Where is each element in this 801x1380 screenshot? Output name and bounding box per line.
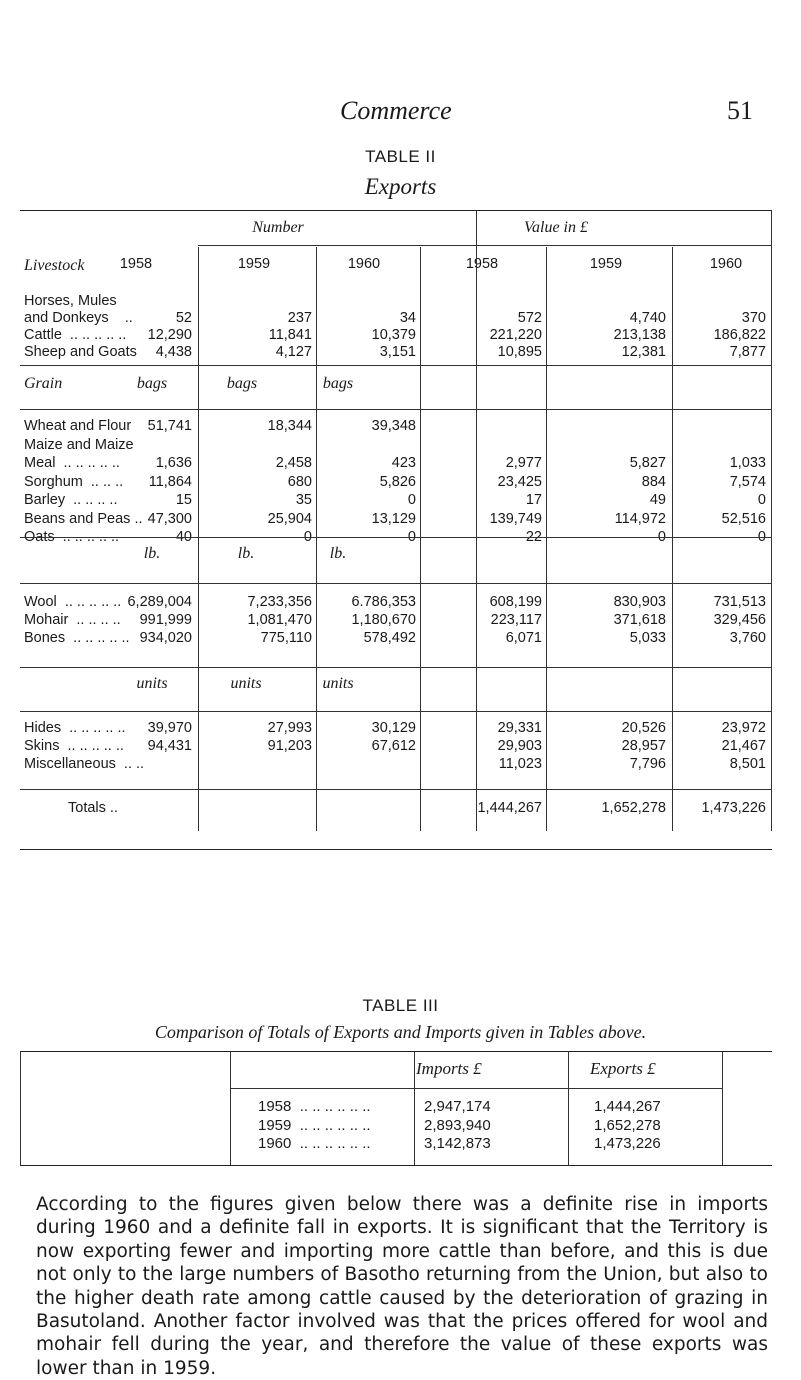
data-cell: 4,127	[275, 344, 312, 360]
data-cell: 21,467	[721, 738, 766, 754]
section-livestock: Livestock	[24, 257, 85, 274]
row-label: Meal .. .. .. .. ..	[24, 455, 120, 471]
totals-label: Totals ..	[68, 800, 118, 816]
data-cell: 0	[657, 529, 666, 545]
row-label: Hides .. .. .. .. ..	[24, 720, 126, 736]
data-cell: 370	[741, 310, 766, 326]
data-cell: 329,456	[713, 612, 766, 628]
data-cell: 6,071	[505, 630, 542, 646]
data-cell: 223,117	[490, 612, 542, 628]
row-label: Wool .. .. .. .. ..	[24, 594, 122, 610]
row-label: and Donkeys ..	[24, 310, 133, 326]
data-cell: 34	[399, 310, 416, 326]
imports-cell: 3,142,873	[424, 1135, 491, 1152]
unit-lb: lb.	[329, 545, 347, 562]
data-cell: 35	[295, 492, 312, 508]
data-cell: 18,344	[267, 418, 312, 434]
data-cell: 7,574	[729, 473, 766, 490]
table-iii-subtitle: Comparison of Totals of Exports and Imports given in Tables above.	[154, 1022, 647, 1042]
paragraph-text: According to the figures given below there was a definite rise in imports during 1960 and a definite fall in exports. It is significant that the Territory is now exporting fewer and importing more cattle than before, and this is due not only to the large numbers of Basotho returning from the Union, but also to the higher death rate among cattle caused by the deterioration of grazing in Basutoland. Another factor involved was that the prices offered for wool and mohair fell during the year, and therefore the value of these exports was lower than in 1959.	[36, 1194, 768, 1379]
rule-vertical	[672, 247, 673, 831]
data-cell: 2,458	[275, 455, 312, 471]
totals-cell: 1,473,226	[701, 800, 766, 816]
data-cell: 39,970	[147, 720, 192, 736]
data-cell: 6,289,004	[127, 594, 192, 610]
data-cell: 1,180,670	[351, 612, 416, 628]
rule-vertical	[414, 1052, 415, 1165]
data-cell: 884	[641, 473, 666, 490]
data-cell: 10,379	[371, 327, 416, 343]
data-cell: 1,636	[155, 455, 192, 471]
year-cell: 1960 .. .. .. .. .. ..	[258, 1135, 371, 1152]
data-cell: 20,526	[621, 720, 666, 736]
data-cell: 23,425	[497, 473, 542, 490]
rule-vertical	[230, 1052, 231, 1165]
unit-units: units	[136, 675, 168, 692]
data-cell: 680	[287, 473, 312, 490]
totals-cell: 1,652,278	[601, 800, 666, 816]
year-header: 1960	[709, 256, 743, 272]
data-cell: 29,903	[497, 738, 542, 754]
data-cell: 4,740	[629, 310, 666, 326]
rule-horizontal	[20, 583, 772, 584]
year-header: 1958	[465, 256, 499, 272]
data-cell: 0	[407, 529, 416, 545]
data-cell: 40	[175, 529, 192, 545]
row-label: Oats .. .. .. .. ..	[24, 529, 120, 545]
data-cell: 49	[649, 492, 666, 508]
data-cell: 11,841	[268, 327, 312, 343]
row-label: Mohair .. .. .. ..	[24, 612, 121, 628]
data-cell: 934,020	[139, 630, 192, 646]
row-label: Barley .. .. .. ..	[24, 492, 118, 508]
data-cell: 5,827	[629, 455, 666, 471]
data-cell: 4,438	[155, 344, 192, 360]
row-label: Miscellaneous .. ..	[24, 756, 145, 772]
rule-vertical	[420, 247, 421, 831]
table-ii-subtitle: Exports	[364, 174, 437, 199]
rule-horizontal	[20, 789, 772, 790]
data-cell: 572	[517, 310, 542, 326]
data-cell: 3,151	[379, 344, 416, 360]
data-cell: 1,033	[729, 455, 766, 471]
data-cell: 67,612	[371, 738, 416, 754]
data-cell: 52	[175, 310, 192, 326]
rule-vertical	[316, 247, 317, 831]
row-label: Wheat and Flour	[24, 418, 132, 434]
rule-horizontal	[20, 711, 772, 712]
data-cell: 0	[303, 529, 312, 545]
data-cell: 22	[525, 529, 542, 545]
data-cell: 91,203	[267, 738, 312, 754]
rule-horizontal	[20, 667, 772, 668]
page-header	[0, 96, 801, 136]
unit-units: units	[322, 675, 354, 692]
data-cell: 186,822	[713, 327, 766, 343]
data-cell: 1,081,470	[247, 612, 312, 628]
data-cell: 11,023	[498, 756, 542, 772]
page-number: 51	[727, 96, 753, 125]
data-cell: 7,877	[729, 344, 766, 360]
data-cell: 371,618	[613, 612, 666, 628]
unit-lb: lb.	[237, 545, 255, 562]
unit-lb: lb.	[143, 545, 161, 562]
year-header: 1958	[119, 256, 153, 272]
rule-horizontal	[20, 537, 772, 538]
exports-cell: 1,652,278	[594, 1116, 661, 1134]
rule-vertical	[546, 247, 547, 831]
data-cell: 17	[525, 492, 542, 508]
data-cell: 237	[287, 310, 312, 326]
data-cell: 5,826	[379, 473, 416, 490]
rule-vertical	[476, 211, 477, 831]
data-cell: 991,999	[139, 612, 192, 628]
row-label: Skins .. .. .. .. ..	[24, 738, 124, 754]
rule-horizontal	[20, 365, 772, 366]
row-label: Sheep and Goats	[24, 344, 137, 360]
data-cell: 39,348	[371, 418, 416, 434]
data-cell: 221,220	[489, 327, 542, 343]
data-cell: 15	[175, 492, 192, 508]
commentary-paragraph	[36, 1193, 768, 1380]
data-cell: 423	[391, 455, 416, 471]
data-cell: 10,895	[497, 344, 542, 360]
group-header-value: Value in £	[524, 219, 588, 236]
data-cell: 12,290	[147, 327, 192, 343]
table-iii-label: TABLE III	[362, 996, 439, 1015]
data-cell: 94,431	[147, 738, 192, 754]
exports-header: Exports £	[590, 1059, 656, 1078]
rule-horizontal	[198, 245, 772, 246]
row-label: Maize and Maize	[24, 436, 134, 453]
row-label: Horses, Mules	[24, 293, 117, 309]
data-cell: 25,904	[267, 510, 312, 527]
imports-cell: 2,893,940	[424, 1116, 491, 1134]
data-cell: 23,972	[721, 720, 766, 736]
data-cell: 114,972	[614, 510, 666, 527]
year-header: 1959	[237, 256, 271, 272]
rule-vertical	[20, 1052, 21, 1165]
exports-cell: 1,444,267	[594, 1098, 661, 1115]
rule-vertical	[198, 247, 199, 831]
data-cell: 6.786,353	[351, 594, 416, 610]
data-cell: 27,993	[267, 720, 312, 736]
data-cell: 7,796	[629, 756, 666, 772]
data-cell: 7,233,356	[247, 594, 312, 610]
imports-cell: 2,947,174	[424, 1098, 491, 1115]
rule-horizontal	[230, 1088, 722, 1089]
data-cell: 51,741	[147, 418, 192, 434]
data-cell: 830,903	[613, 594, 666, 610]
data-cell: 0	[757, 529, 766, 545]
data-cell: 30,129	[371, 720, 416, 736]
rule-horizontal	[20, 409, 772, 410]
totals-cell: 1,444,267	[477, 800, 542, 816]
data-cell: 608,199	[489, 594, 542, 610]
row-label: Sorghum .. .. ..	[24, 473, 124, 490]
data-cell: 12,381	[621, 344, 666, 360]
year-cell: 1958 .. .. .. .. .. ..	[258, 1098, 371, 1115]
exports-table	[20, 210, 772, 850]
running-title: Commerce	[340, 96, 452, 125]
section-grain: Grain	[24, 375, 63, 392]
exports-cell: 1,473,226	[594, 1135, 661, 1152]
data-cell: 213,138	[613, 327, 666, 343]
table-ii-label: TABLE II	[365, 147, 436, 166]
data-cell: 28,957	[621, 738, 666, 754]
data-cell: 2,977	[505, 455, 542, 471]
data-cell: 578,492	[363, 630, 416, 646]
rule-vertical	[722, 1052, 723, 1165]
data-cell: 29,331	[497, 720, 542, 736]
data-cell: 5,033	[629, 630, 666, 646]
row-label: Cattle .. .. .. .. ..	[24, 327, 127, 343]
row-label: Beans and Peas ..	[24, 510, 143, 527]
unit-units: units	[230, 675, 262, 692]
unit-grain: bags	[322, 375, 354, 392]
row-label: Bones .. .. .. .. ..	[24, 630, 130, 646]
data-cell: 139,749	[489, 510, 542, 527]
rule-vertical	[771, 211, 772, 831]
data-cell: 8,501	[729, 756, 766, 772]
data-cell: 775,110	[260, 630, 312, 646]
year-header: 1959	[589, 256, 623, 272]
data-cell: 3,760	[729, 630, 766, 646]
unit-grain: bags	[136, 375, 168, 392]
data-cell: 47,300	[147, 510, 192, 527]
imports-header: Imports £	[416, 1059, 482, 1078]
data-cell: 0	[407, 492, 416, 508]
year-header: 1960	[347, 256, 381, 272]
group-header-number: Number	[252, 219, 304, 236]
rule-vertical	[568, 1052, 569, 1165]
data-cell: 11,864	[148, 473, 192, 490]
comparison-table	[20, 1051, 772, 1166]
unit-grain: bags	[226, 375, 258, 392]
data-cell: 0	[757, 492, 766, 508]
data-cell: 13,129	[371, 510, 416, 527]
year-cell: 1959 .. .. .. .. .. ..	[258, 1116, 371, 1134]
data-cell: 52,516	[721, 510, 766, 527]
data-cell: 731,513	[713, 594, 766, 610]
